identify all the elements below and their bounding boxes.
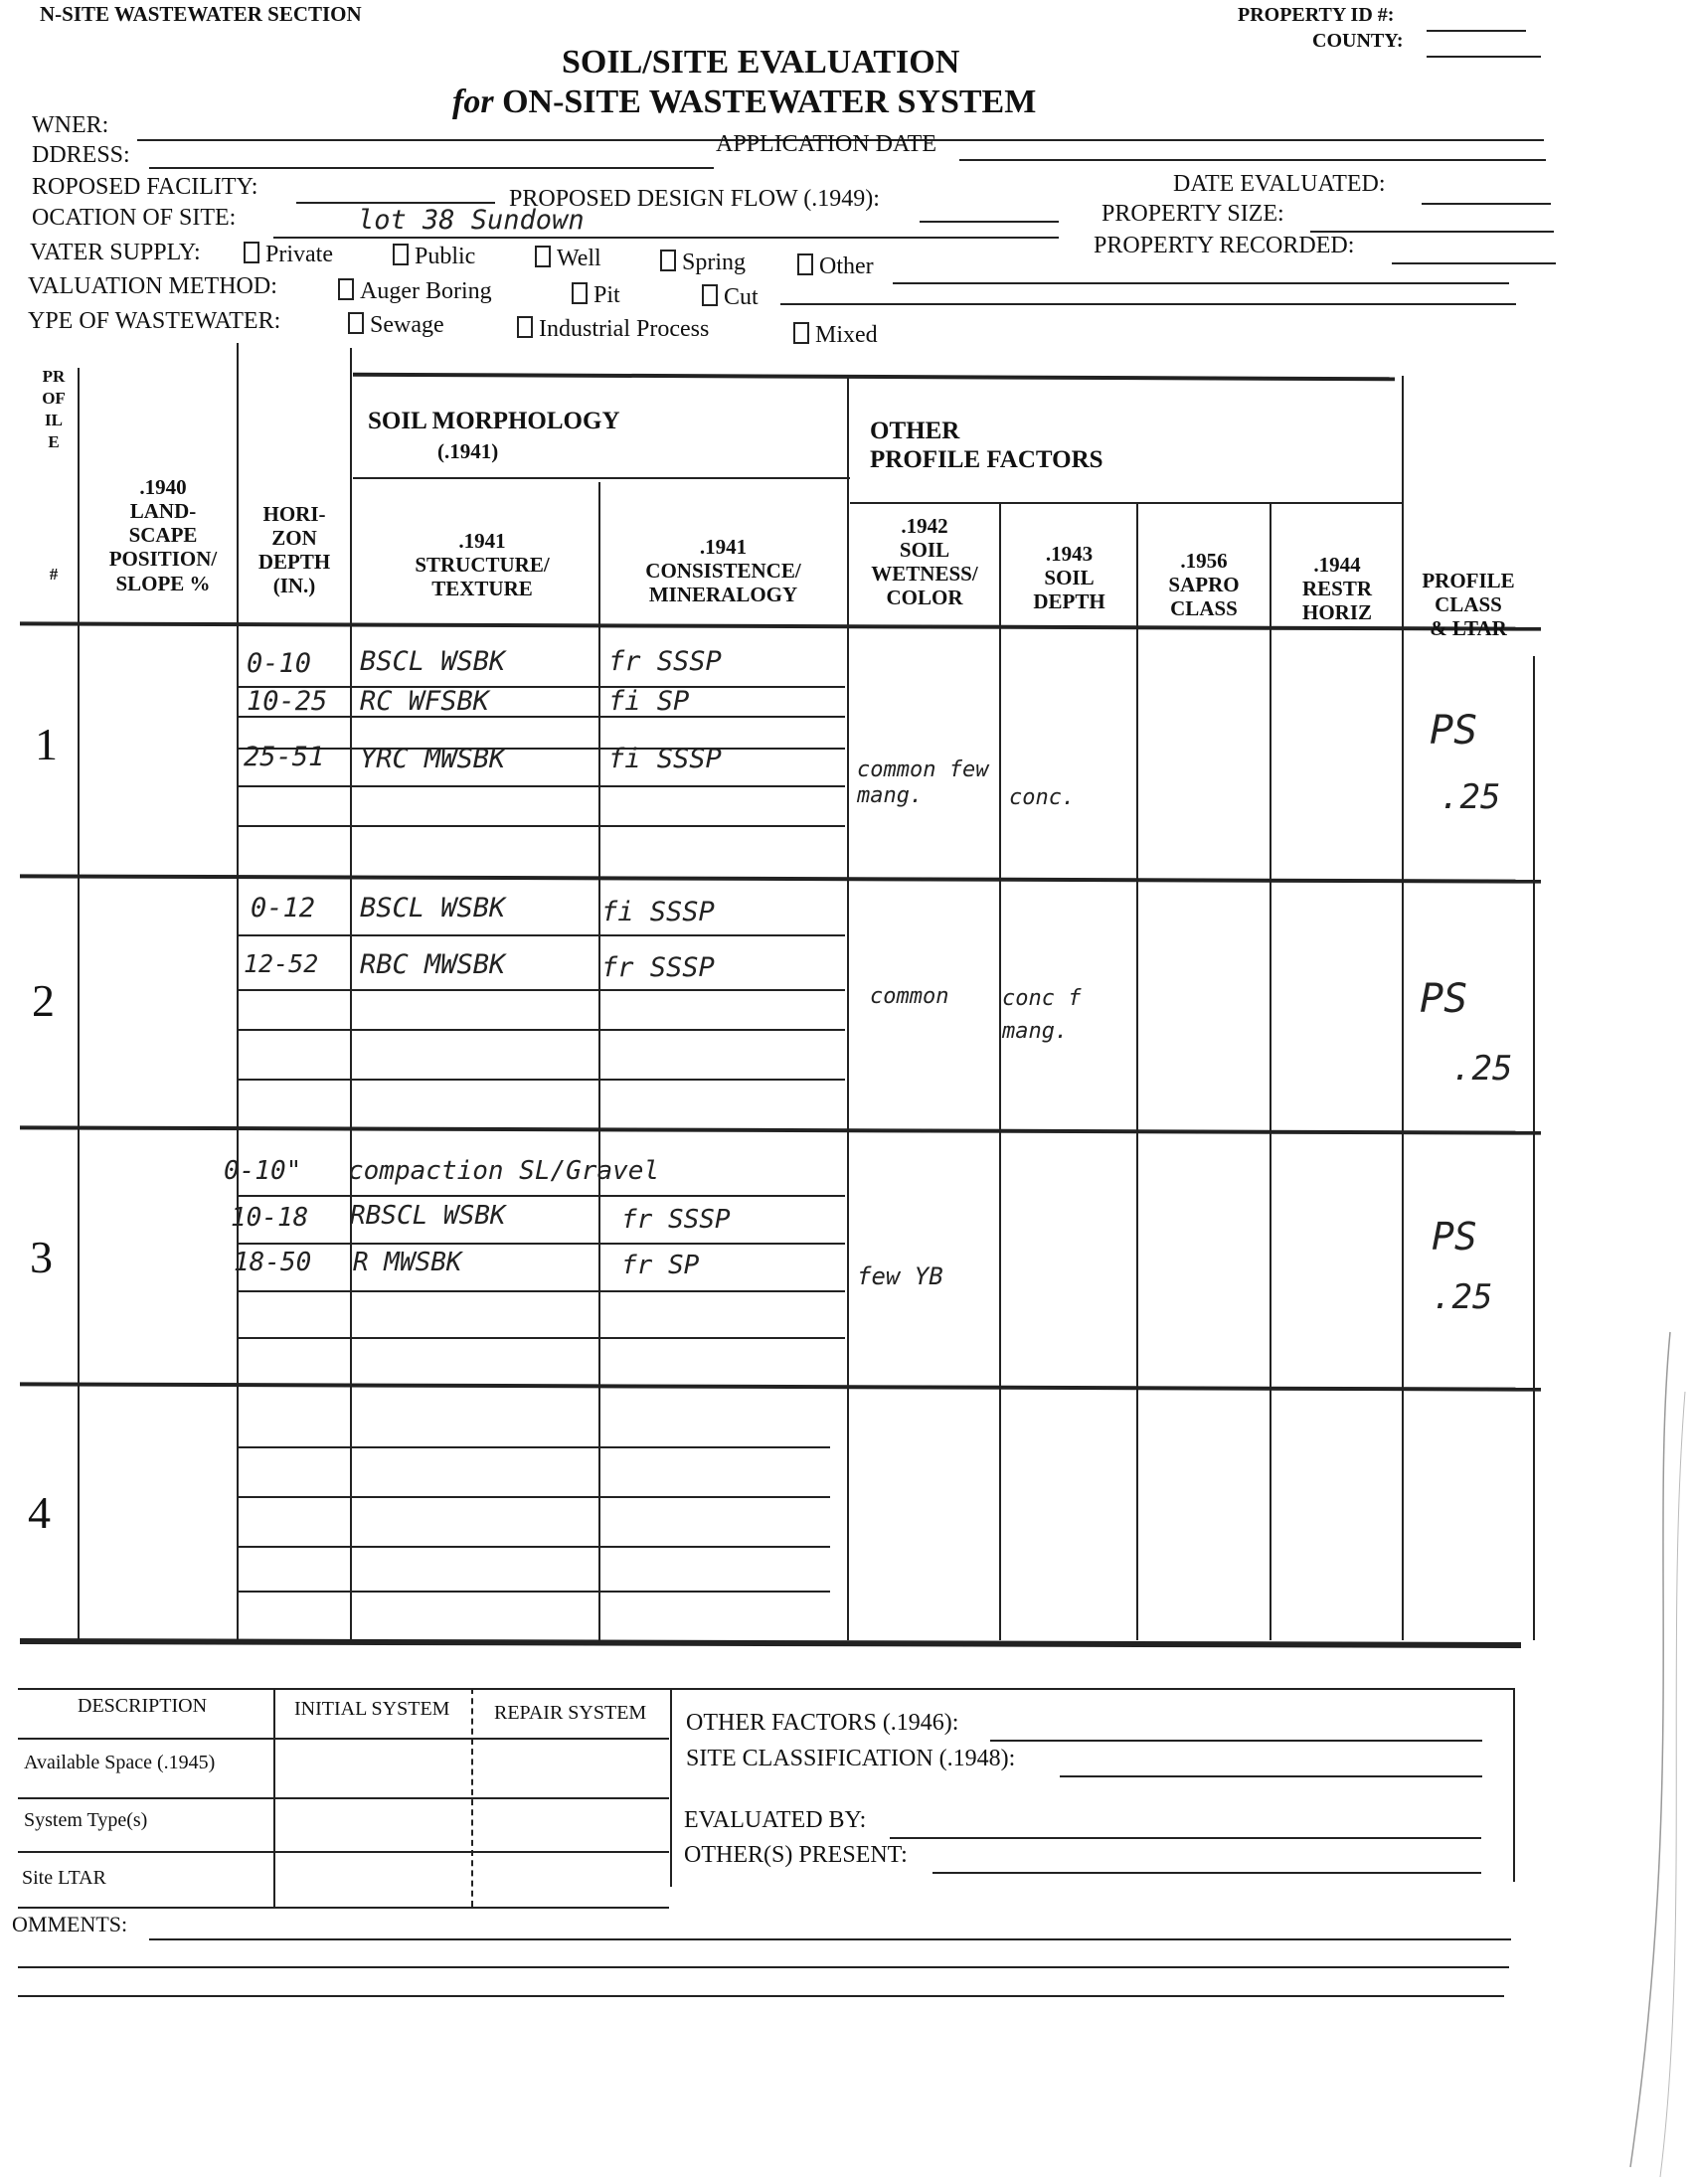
auger-label: Auger Boring (360, 278, 492, 304)
water-private-option[interactable] (244, 242, 333, 268)
property-recorded-line[interactable] (1392, 262, 1556, 264)
p1-r1-consistence: fr SSSP (608, 646, 722, 677)
col-line-1 (78, 368, 80, 1640)
mixed-checkbox[interactable] (793, 322, 809, 344)
address-line[interactable] (149, 167, 714, 169)
form-subtitle (452, 84, 1036, 121)
date-evaluated-line[interactable] (1422, 203, 1551, 205)
others-present-label: OTHER(S) PRESENT: (684, 1842, 908, 1868)
industrial-checkbox[interactable] (517, 316, 533, 338)
col-line-4 (598, 482, 600, 1640)
profile-4-number: 4 (28, 1487, 51, 1538)
site-classification-label: SITE CLASSIFICATION (.1948): (686, 1746, 1016, 1771)
wetness-h3: COLOR (886, 586, 963, 610)
p1-r1-structure: BSCL WSBK (360, 646, 506, 677)
row-line (239, 1195, 845, 1197)
other-label: Other (819, 253, 874, 279)
p1-class: PS (1430, 708, 1478, 754)
county-label: COUNTY: (1312, 30, 1404, 52)
comments-line-1[interactable] (149, 1938, 1511, 1940)
sewage-label: Sewage (370, 312, 444, 338)
row-line (239, 1496, 830, 1498)
location-value: lot 38 Sundown (358, 205, 585, 236)
summary-col-line (471, 1688, 473, 1907)
auger-checkbox[interactable] (338, 278, 354, 300)
sewage-checkbox[interactable] (348, 312, 364, 334)
soil-morphology-title: SOIL MORPHOLOGY (368, 408, 620, 434)
profile-class-h0: PROFILE (1422, 569, 1515, 592)
horizon-h0: HORI- (262, 502, 326, 526)
row-line (239, 748, 845, 750)
row-line (239, 825, 845, 827)
date-evaluated-label: DATE EVALUATED: (1173, 171, 1386, 197)
landscape-h3: POSITION/ (108, 547, 218, 572)
spring-checkbox[interactable] (660, 250, 676, 271)
profile-1-number: 1 (35, 719, 58, 769)
wetness-h0: .1942 (901, 514, 948, 538)
application-date-line[interactable] (959, 159, 1546, 161)
public-label: Public (415, 244, 476, 269)
pit-label: Pit (593, 282, 620, 308)
system-type-label: System Type(s) (24, 1809, 148, 1831)
p3-r3-depth: 18-50 (234, 1248, 312, 1277)
summary-top-line (18, 1688, 1514, 1690)
ww-mixed-option[interactable] (793, 322, 878, 349)
consistence-h0: .1941 (699, 535, 748, 559)
row-line (239, 1243, 845, 1245)
col-line-7 (1136, 502, 1138, 1640)
p3-r1-depth: 0-10" (224, 1156, 302, 1186)
evaluated-by-label: EVALUATED BY: (684, 1807, 867, 1833)
table-bottom-line (20, 1638, 1521, 1648)
profile-3-bottom (20, 1382, 1541, 1391)
water-spring-option[interactable] (660, 250, 746, 276)
p2-class: PS (1420, 976, 1468, 1022)
profile-vertical-label: PROFILE (42, 367, 66, 452)
restr-h2: HORIZ (1301, 600, 1372, 625)
location-line[interactable] (273, 237, 1059, 239)
eval-pit-option[interactable] (572, 282, 620, 309)
row-line (239, 1591, 830, 1593)
p1-r1-depth: 0-10 (247, 648, 312, 679)
p2-wetness: common (870, 984, 949, 1009)
p2-r2-consistence: fr SSSP (601, 952, 715, 983)
summary-row-line (18, 1907, 669, 1909)
others-present-line[interactable] (932, 1872, 1481, 1874)
structure-h2: TEXTURE (431, 577, 533, 601)
p1-r3-consistence: fi SSSP (608, 744, 722, 774)
eval-line (780, 303, 1516, 305)
landscape-h2: SCAPE (128, 523, 198, 548)
row-line (239, 1290, 845, 1292)
restr-header (1272, 553, 1402, 624)
well-label: Well (557, 246, 601, 271)
proposed-facility-label: ROPOSED FACILITY: (32, 174, 258, 200)
p3-r1-structure: compaction SL/Gravel (348, 1156, 660, 1186)
property-id-label: PROPERTY ID #: (1238, 4, 1395, 26)
p3-r3-structure: R MWSBK (353, 1248, 462, 1277)
p1-r2-structure: RC WFSBK (360, 686, 490, 717)
col-line-8 (1270, 502, 1271, 1640)
consistence-h2: MINERALOGY (648, 583, 798, 607)
comments-line-3[interactable] (18, 1995, 1504, 1997)
profile-hash: # (49, 565, 59, 584)
morph-divider (353, 477, 850, 479)
ww-sewage-option[interactable] (348, 312, 444, 339)
row-line (239, 1337, 845, 1339)
industrial-label: Industrial Process (539, 316, 710, 342)
address-label: DDRESS: (32, 142, 130, 168)
row-line (239, 1029, 845, 1031)
well-checkbox[interactable] (535, 246, 551, 267)
p3-r2-consistence: fr SSSP (621, 1205, 731, 1235)
comments-line-2[interactable] (18, 1966, 1509, 1968)
initial-system-header: INITIAL SYSTEM (294, 1698, 450, 1720)
available-space-label: Available Space (.1945) (24, 1752, 216, 1773)
design-flow-line[interactable] (920, 221, 1059, 223)
wetness-header (850, 514, 999, 610)
site-ltar-label: Site LTAR (22, 1867, 106, 1889)
p2-r2-structure: RBC MWSBK (360, 949, 506, 980)
profile-class-header (1404, 569, 1533, 640)
p1-r2-depth: 10-25 (247, 686, 328, 717)
summary-row-line (18, 1738, 669, 1740)
p3-class: PS (1432, 1215, 1477, 1259)
water-other-option[interactable] (797, 253, 874, 280)
private-checkbox[interactable] (244, 242, 259, 263)
horizon-h3: (IN.) (272, 574, 316, 598)
eval-auger-option[interactable] (338, 278, 492, 305)
row-line (239, 989, 845, 991)
water-public-option[interactable] (393, 244, 475, 270)
p3-r2-depth: 10-18 (231, 1203, 309, 1233)
col-line-5 (847, 376, 849, 1640)
water-other-line[interactable] (893, 282, 1509, 284)
structure-h1: STRUCTURE/ (415, 553, 550, 578)
eval-cut-option[interactable] (702, 284, 759, 311)
p2-r1-consistence: fi SSSP (601, 897, 715, 927)
ww-industrial-option[interactable] (517, 316, 709, 343)
landscape-h4: SLOPE % (115, 571, 211, 595)
horizon-header (241, 502, 348, 598)
consistence-h1: CONSISTENCE/ (645, 559, 801, 584)
profile-class-h2: & LTAR (1430, 616, 1507, 641)
cut-label: Cut (724, 284, 759, 310)
consistence-header (601, 535, 845, 606)
sapro-h0: .1956 (1180, 549, 1228, 573)
row-line (239, 785, 845, 787)
other-factors-h0: OTHER (870, 418, 960, 444)
title-for-word: for (452, 84, 494, 120)
profile-2-bottom (20, 1125, 1541, 1134)
table-top-line (353, 373, 1395, 382)
p3-ltar: .25 (1432, 1277, 1493, 1317)
summary-col-line (670, 1688, 672, 1887)
p2-ltar: .25 (1451, 1049, 1513, 1089)
p1-wetness: common few mang. (857, 757, 989, 809)
section-label: N-SITE WASTEWATER SECTION (40, 2, 362, 26)
landscape-header (89, 475, 237, 595)
p1-soil-depth: conc. (1009, 785, 1076, 810)
p2-r2-depth: 12-52 (244, 949, 319, 978)
other-factors-label: OTHER FACTORS (.1946): (686, 1710, 959, 1736)
sapro-h1: SAPRO (1168, 573, 1240, 597)
restr-h1: RESTR (1301, 577, 1373, 601)
wetness-h2: WETNESS/ (871, 562, 978, 587)
p3-r3-consistence: fr SP (621, 1251, 700, 1280)
horizon-h1: ZON (271, 526, 317, 551)
property-recorded-label: PROPERTY RECORDED: (1094, 233, 1355, 258)
cut-checkbox[interactable] (702, 284, 718, 306)
water-supply-label: VATER SUPPLY: (30, 240, 201, 265)
soil-depth-h1: SOIL (1044, 566, 1095, 590)
repair-system-header: REPAIR SYSTEM (494, 1702, 647, 1724)
private-label: Private (265, 242, 333, 267)
restr-h0: .1944 (1313, 553, 1361, 577)
summary-col-line (273, 1688, 275, 1907)
profile-1-bottom (20, 874, 1541, 883)
horizon-h2: DEPTH (257, 550, 331, 575)
p2-r1-structure: BSCL WSBK (360, 893, 506, 924)
p3-wetness: few YB (857, 1262, 943, 1290)
summary-row-line (18, 1851, 669, 1853)
structure-h0: .1941 (458, 529, 506, 553)
property-size-label: PROPERTY SIZE: (1101, 201, 1284, 227)
row-line (239, 934, 845, 936)
row-line (239, 1079, 845, 1081)
p2-soil-depth: conc f mang. (1002, 986, 1082, 1044)
p1-r2-consistence: fi SP (608, 686, 690, 717)
wetness-h1: SOIL (899, 538, 950, 563)
sapro-h2: CLASS (1170, 596, 1238, 621)
soil-morphology-sub: (.1941) (437, 439, 499, 463)
profile-2-number: 2 (32, 975, 55, 1026)
soil-depth-header (1002, 542, 1136, 613)
other-checkbox[interactable] (797, 253, 813, 275)
evaluated-by-line[interactable] (890, 1837, 1481, 1839)
row-line (239, 686, 845, 688)
spring-label: Spring (682, 250, 747, 275)
scan-edge-noise (1591, 1292, 1694, 2184)
soil-depth-h2: DEPTH (1033, 589, 1105, 614)
p1-r3-depth: 25-51 (244, 742, 325, 772)
design-flow-label: PROPOSED DESIGN FLOW (.1949): (509, 186, 880, 212)
other-factors-line[interactable] (990, 1740, 1482, 1742)
row-line (239, 1546, 830, 1548)
col-line-right (1533, 656, 1535, 1640)
mixed-label: Mixed (815, 322, 878, 348)
description-header: DESCRIPTION (78, 1695, 208, 1717)
landscape-h0: .1940 (139, 475, 187, 499)
structure-header (368, 529, 596, 600)
location-label: OCATION OF SITE: (32, 205, 237, 231)
p1-r3-structure: YRC MWSBK (360, 744, 506, 774)
col-line-6 (999, 502, 1001, 1640)
county-line (1427, 56, 1541, 58)
sapro-header (1138, 549, 1270, 620)
form-title: SOIL/SITE EVALUATION (562, 44, 960, 81)
other-divider (850, 502, 1402, 504)
public-checkbox[interactable] (393, 244, 409, 265)
row-line (239, 1446, 830, 1448)
summary-right-line (1513, 1688, 1515, 1882)
p3-r2-structure: RBSCL WSBK (350, 1201, 506, 1231)
row-line (239, 716, 845, 718)
water-well-option[interactable] (535, 246, 601, 272)
other-factors-title (870, 418, 1168, 475)
pit-checkbox[interactable] (572, 282, 588, 304)
site-classification-line[interactable] (1060, 1775, 1482, 1777)
profile-class-h1: CLASS (1435, 592, 1502, 617)
application-date-label: APPLICATION DATE (716, 131, 936, 157)
col-line-9 (1402, 376, 1404, 1640)
p2-r1-depth: 0-12 (251, 893, 316, 924)
proposed-facility-line[interactable] (296, 202, 495, 204)
landscape-h1: LAND- (129, 499, 197, 524)
profile-3-number: 3 (30, 1232, 53, 1282)
summary-row-line (18, 1797, 669, 1799)
title-system-words: ON-SITE WASTEWATER SYSTEM (502, 84, 1037, 120)
p1-ltar: .25 (1440, 777, 1501, 817)
wastewater-type-label: YPE OF WASTEWATER: (28, 308, 281, 334)
property-id-line (1427, 30, 1526, 32)
other-factors-h1: PROFILE FACTORS (870, 445, 1103, 473)
comments-label: OMMENTS: (12, 1912, 128, 1936)
soil-depth-h0: .1943 (1045, 542, 1094, 566)
owner-label: WNER: (32, 112, 109, 138)
evaluation-method-label: VALUATION METHOD: (28, 273, 277, 299)
